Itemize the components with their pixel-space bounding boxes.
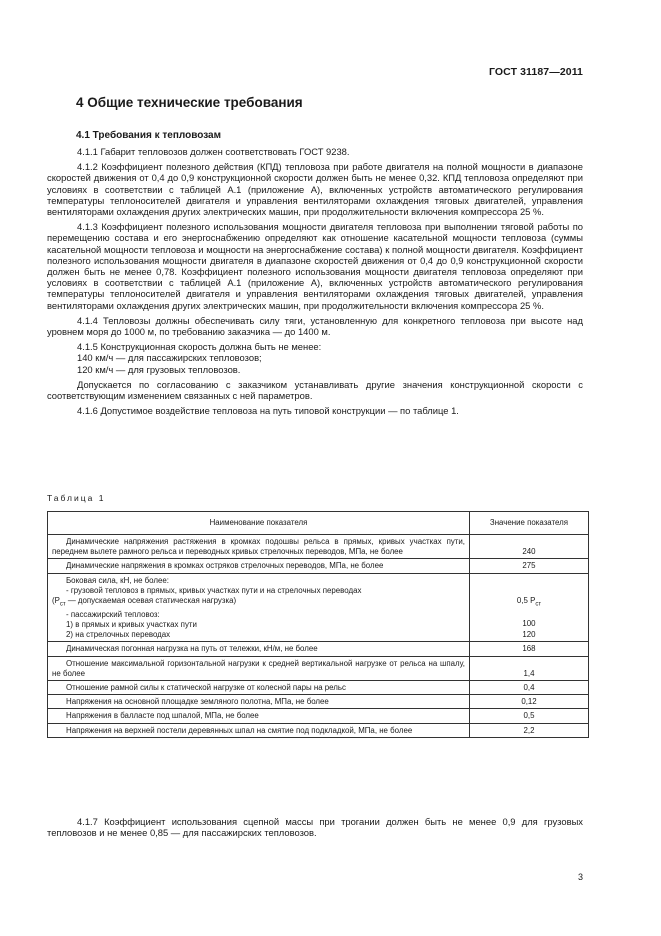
- paragraph-4-1-6: 4.1.6 Допустимое воздействие тепловоза на путь типовой конструкции — по таблице 1.: [77, 405, 459, 417]
- lateral-line-2: - грузовой тепловоз в прямых, кривых участках пути и на стрелочных переводах: [66, 585, 362, 595]
- row-value: 1,4: [470, 656, 589, 680]
- row-name: Динамическая погонная нагрузка на путь от тележки, кН/м, не более: [66, 644, 318, 654]
- paragraph-4-1-3: 4.1.3 Коэффициент полезного использования мощности двигателя тепловоза при выполнении тяговой работы по перемещению состава и его энергоснабжению определяют как отношение касательной мощности тепловоза (суммы касательной мощности тепловоза и мощности на энергоснабжение состава) к полной мощности двигателя. Коэффициент полезного использования мощности двигателя в диапазоне скоростей движения от 0,4 до 0,9 конструкционной скорости должен быть не менее 0,78. Коэффициент полезного использования мощности двигателя тепловоза определяют при условиях в соответствии с таблицей А.1 (приложение А), включенных устройств автоматического регулирования температуры теплоносителей двигателя и управления вентиляторами охлаждения тяговых двигателей, управления вентиляторами охлаждения других электрических машин, при продолжительности включения компрессора 25 %.: [47, 221, 583, 311]
- document-code: ГОСТ 31187—2011: [488, 66, 583, 78]
- table-row-lateral-force: [48, 573, 589, 642]
- lateral-line-4: - пассажирский тепловоз:: [66, 609, 160, 619]
- row-value: 0,4: [470, 681, 589, 695]
- row-name: Отношение максимальной горизонтальной нагрузки к средней вертикальной нагрузке от рельса на шпалу, не более: [52, 658, 465, 678]
- table-row: [48, 656, 589, 680]
- bottom-text: [47, 816, 583, 838]
- page-number: 3: [577, 872, 583, 882]
- row-name: Напряжения в балласте под шпалой, МПа, не более: [66, 711, 259, 721]
- row-value: 0,5: [470, 709, 589, 723]
- paragraph-speed-note: Допускается по согласованию с заказчиком устанавливать другие значения конструкционной скорости с соответствующим изменением связанных с ней параметров.: [47, 378, 583, 402]
- subsection-title: 4.1 Требования к тепловозам: [76, 130, 222, 141]
- lateral-value-1: 0,5 $P_{ст}$: [516, 595, 542, 608]
- table-row: [48, 681, 589, 695]
- table-row: [48, 559, 589, 573]
- header-name: Наименование показателя: [48, 512, 470, 535]
- paragraph-4-1-5: 4.1.5 Конструкционная скорость должна быть не менее:: [77, 341, 322, 353]
- table-row: [48, 695, 589, 709]
- lateral-line-3: ($P_{ст}$ — допускаемая осевая статическая нагрузка): [52, 596, 237, 608]
- body-text: [47, 146, 583, 420]
- row-name: Динамические напряжения растяжения в кромках подошвы рельса в прямых, кривых участках пути, переднем вылете рамного рельса и переводных кривых стрелочных переводов, МПа, не более: [52, 537, 465, 557]
- lateral-line-5: 1) в прямых и кривых участках пути: [66, 620, 197, 629]
- row-name: Напряжения на основной площадке земляного полотна, МПа, не более: [66, 697, 329, 707]
- lateral-value-2: 100: [522, 619, 536, 629]
- row-value: 240: [470, 535, 589, 559]
- paragraph-4-1-1: 4.1.1 Габарит тепловозов должен соответствовать ГОСТ 9238.: [77, 146, 350, 157]
- table-row: [48, 642, 589, 656]
- table-header-row: [48, 512, 589, 535]
- row-value: 168: [470, 642, 589, 656]
- lateral-value-3: 120: [522, 629, 536, 639]
- row-name: Динамические напряжения в кромках остряков стрелочных переводов, МПа, не более: [66, 561, 384, 571]
- spec-table: [47, 511, 589, 738]
- paragraph-4-1-7: 4.1.7 Коэффициент использования сцепной массы при трогании должен быть не менее 0,9 для грузовых тепловозов и не менее 0,85 — для пассажирских тепловозов.: [47, 816, 583, 839]
- section-title: 4 Общие технические требования: [76, 95, 303, 110]
- speed-passenger: 140 км/ч — для пассажирских тепловозов;: [77, 352, 262, 364]
- table-row: [48, 709, 589, 723]
- paragraph-4-1-2: 4.1.2 Коэффициент полезного действия (КПД) тепловоза при работе двигателя на полной мощности в диапазоне скоростей движения от 0,4 до 0,9 конструкционной скорости должен быть не менее 0,32. КПД тепловоза определяют при условиях в соответствии с таблицей А.1 (приложение А), включенных устройств автоматического регулирования температуры теплоносителей двигателя и управления вентиляторами охлаждения тяговых двигателей, управления вентиляторами охлаждения других электрических машин, при продолжительности включения компрессора 25 %.: [47, 161, 583, 218]
- lateral-line-1: Боковая сила, кН, не более:: [66, 575, 169, 585]
- row-name: Напряжения на верхней постели деревянных шпал на смятие под подкладкой, МПа, не более: [66, 725, 413, 735]
- row-value: 2,2: [470, 723, 589, 737]
- lateral-line-6: 2) на стрелочных переводах: [66, 630, 171, 640]
- table-row: [48, 535, 589, 559]
- header-value: Значение показателя: [470, 512, 589, 535]
- paragraph-4-1-4: 4.1.4 Тепловозы должны обеспечивать силу тяги, установленную для конкретного тепловоза при высоте над уровнем моря до 1000 м, по требованию заказчика — до 1400 м.: [47, 314, 583, 338]
- row-name: Отношение рамной силы к статической нагрузке от колесной пары на рельс: [66, 683, 346, 693]
- table-row: [48, 723, 589, 737]
- row-value: 0,12: [470, 695, 589, 709]
- table-caption: Таблица 1: [47, 493, 106, 503]
- speed-freight: 120 км/ч — для грузовых тепловозов.: [77, 363, 241, 375]
- row-value: 275: [470, 559, 589, 573]
